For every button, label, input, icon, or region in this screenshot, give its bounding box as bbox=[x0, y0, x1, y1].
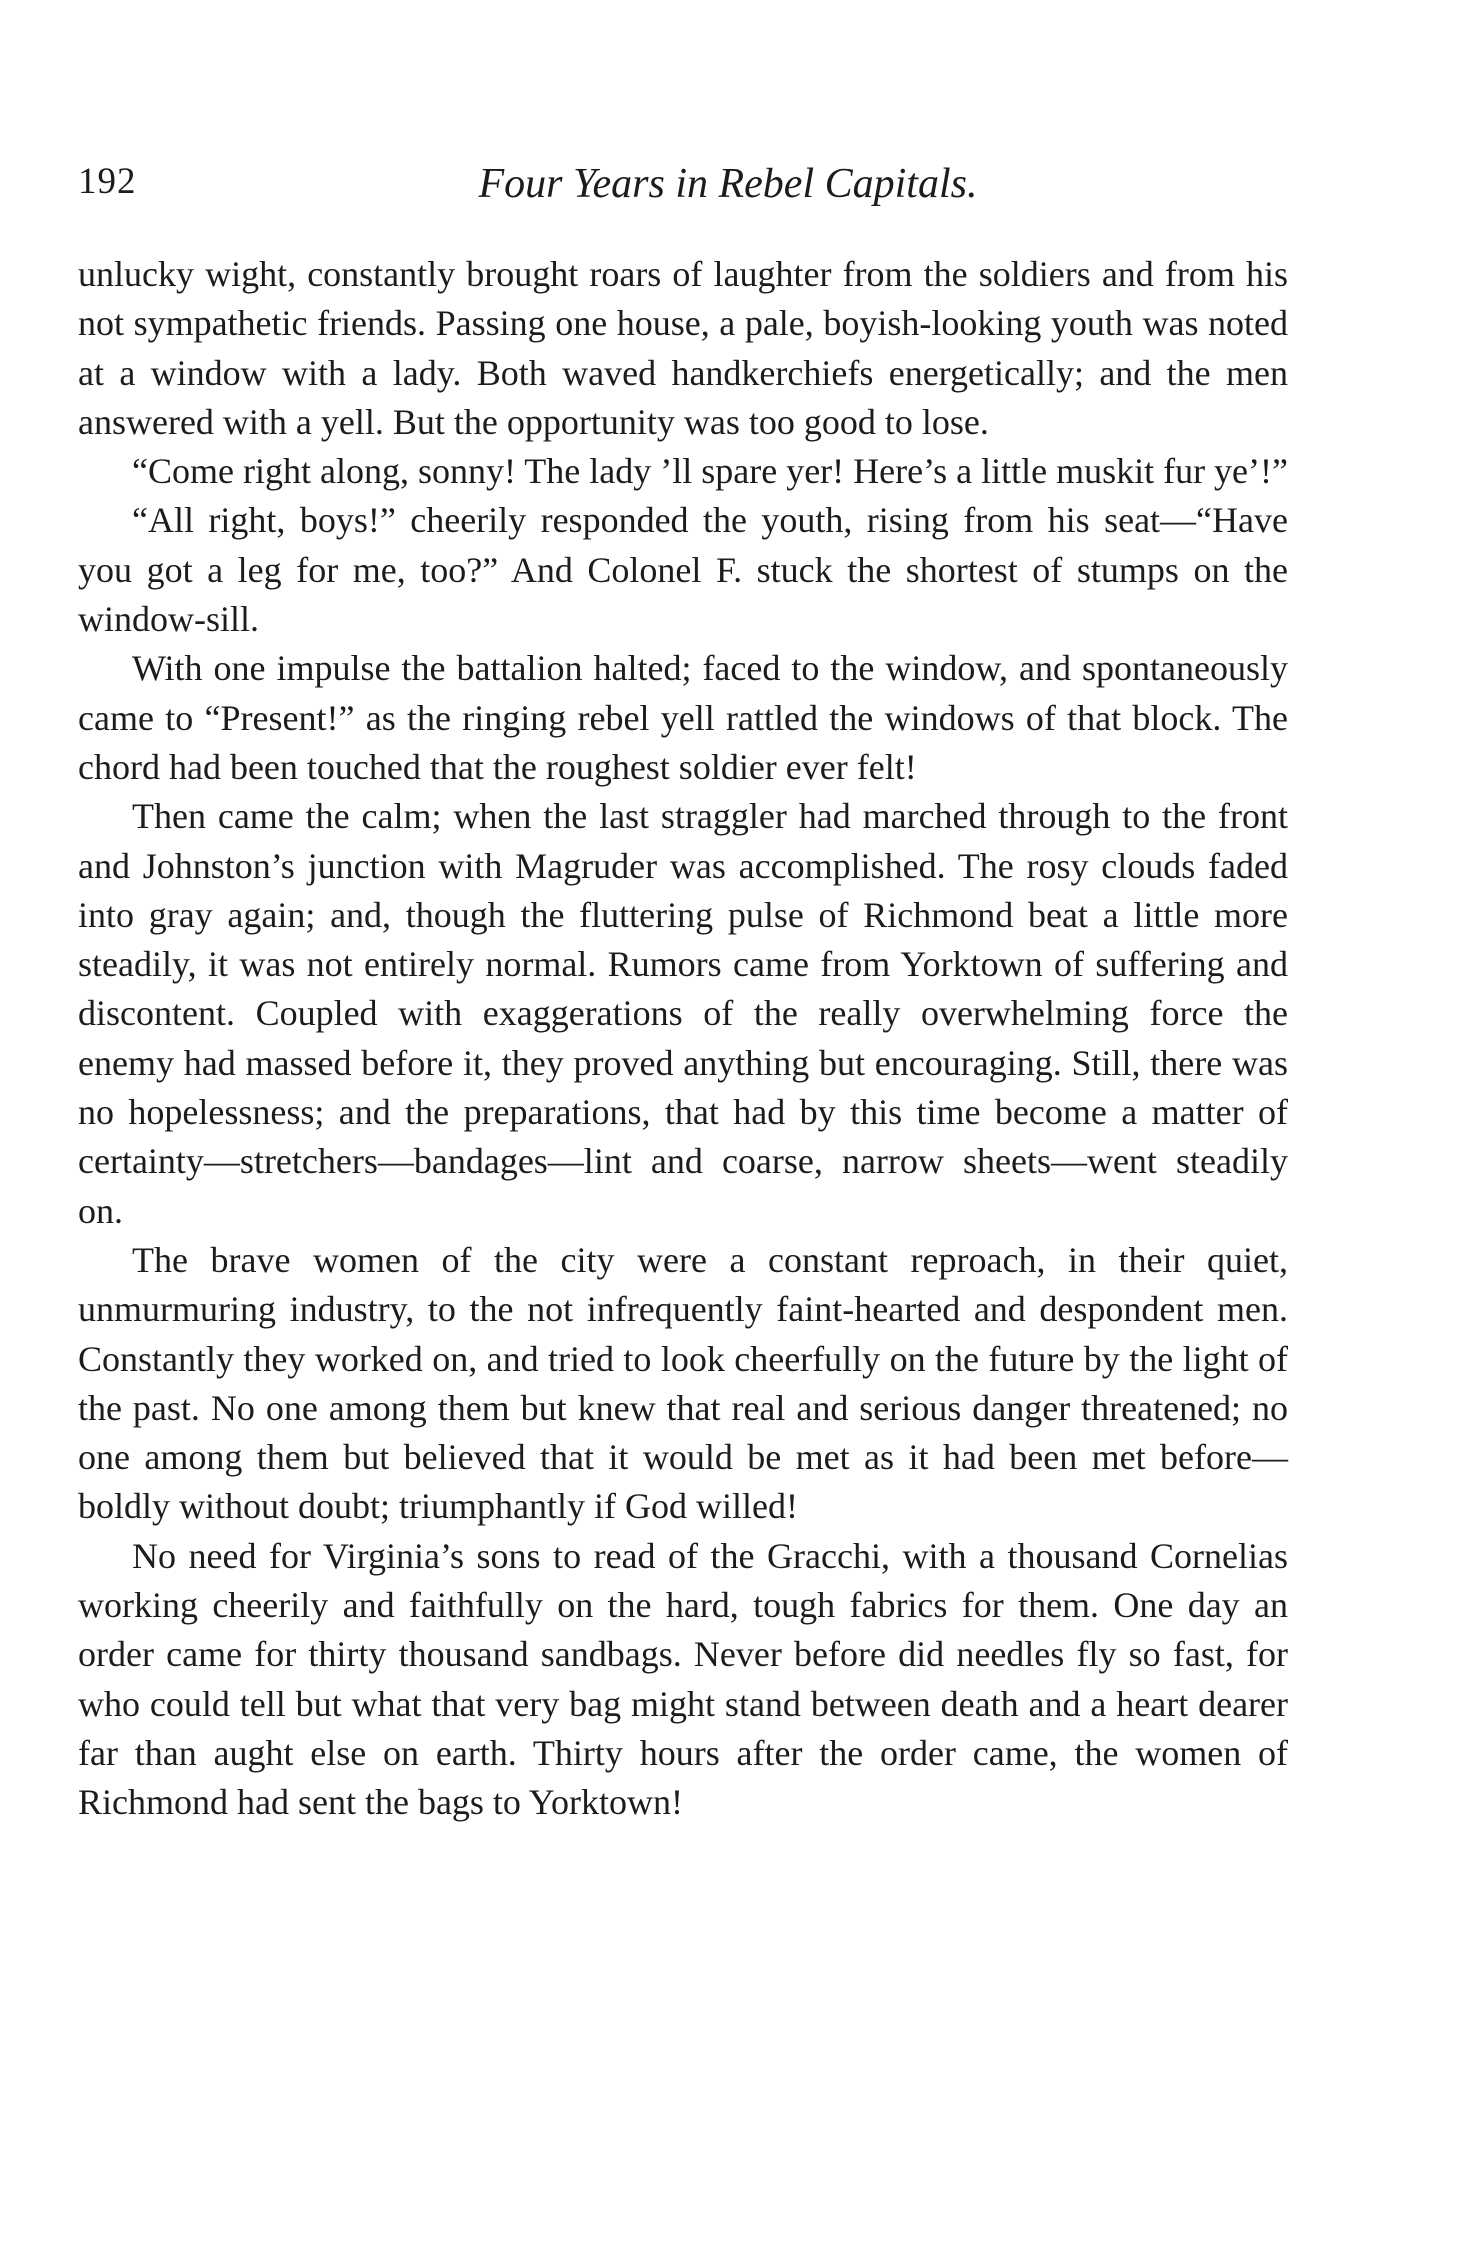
paragraph-sandbags: No need for Virginia’s sons to read of the Gracchi, with a thousand Cornelias working cheerily and faithfully on the hard, tough fabrics for them. One day an order came for thirty thousand sandbags. Never before did needles fly so fast, for who could tell but what that very bag might stand between death and a heart dearer far than aught else on earth. Thirty hours after the order came, the women of Richmond had sent the bags to Yorktown! bbox=[78, 1535, 1288, 1823]
paragraph-dialogue-soldiers: “Come right along, sonny! The lady ’ll spare yer! Here’s a little muskit fur ye’!” bbox=[132, 451, 1288, 492]
paragraph-continued: unlucky wight, constantly brought roars of laughter from the soldiers and from his not sympathetic friends. Passing one house, a pale, boyish-looking youth was noted at a window with a lady. Both waved handkerchiefs energetically; and the men answered with a yell. But the opportunity was too good to lose. bbox=[78, 254, 1288, 442]
paragraph-brave-women: The brave women of the city were a constant reproach, in their quiet, unmurmuring industry, to the not infrequently faint-hearted and despondent men. Constantly they worked on, and tried to look cheerfully on the future by the light of the past. No one among them but knew that real and serious danger threatened; no one among them but believed that it would be met as it had been met before—boldly without doubt; triumphantly if God willed! bbox=[78, 1239, 1288, 1527]
running-head bbox=[78, 160, 1288, 220]
body-text bbox=[78, 250, 1288, 1828]
running-title: Four Years in Rebel Capitals. bbox=[478, 161, 978, 207]
page-number: 192 bbox=[78, 161, 137, 202]
paragraph-dialogue-youth: “All right, boys!” cheerily responded the youth, rising from his seat—“Have you got a leg for me, too?” And Colonel F. stuck the shortest of stumps on the window-sill. bbox=[78, 500, 1288, 640]
paragraph-battalion-salute: With one impulse the battalion halted; faced to the window, and spontaneously came to “Present!” as the ringing rebel yell rattled the windows of that block. The chord had been touched that the roughest soldier ever felt! bbox=[78, 648, 1288, 787]
paragraph-calm: Then came the calm; when the last straggler had marched through to the front and Johnston’s junction with Magruder was accomplished. The rosy clouds faded into gray again; and, though the fluttering pulse of Richmond beat a little more steadily, it was not entirely normal. Rumors came from Yorktown of suffering and discontent. Coupled with exaggerations of the really overwhelming force the enemy had massed before it, they proved anything but encouraging. Still, there was no hopelessness; and the preparations, that had by this time become a matter of certainty—stretchers—bandages—lint and coarse, narrow sheets—went steadily on. bbox=[78, 796, 1288, 1231]
